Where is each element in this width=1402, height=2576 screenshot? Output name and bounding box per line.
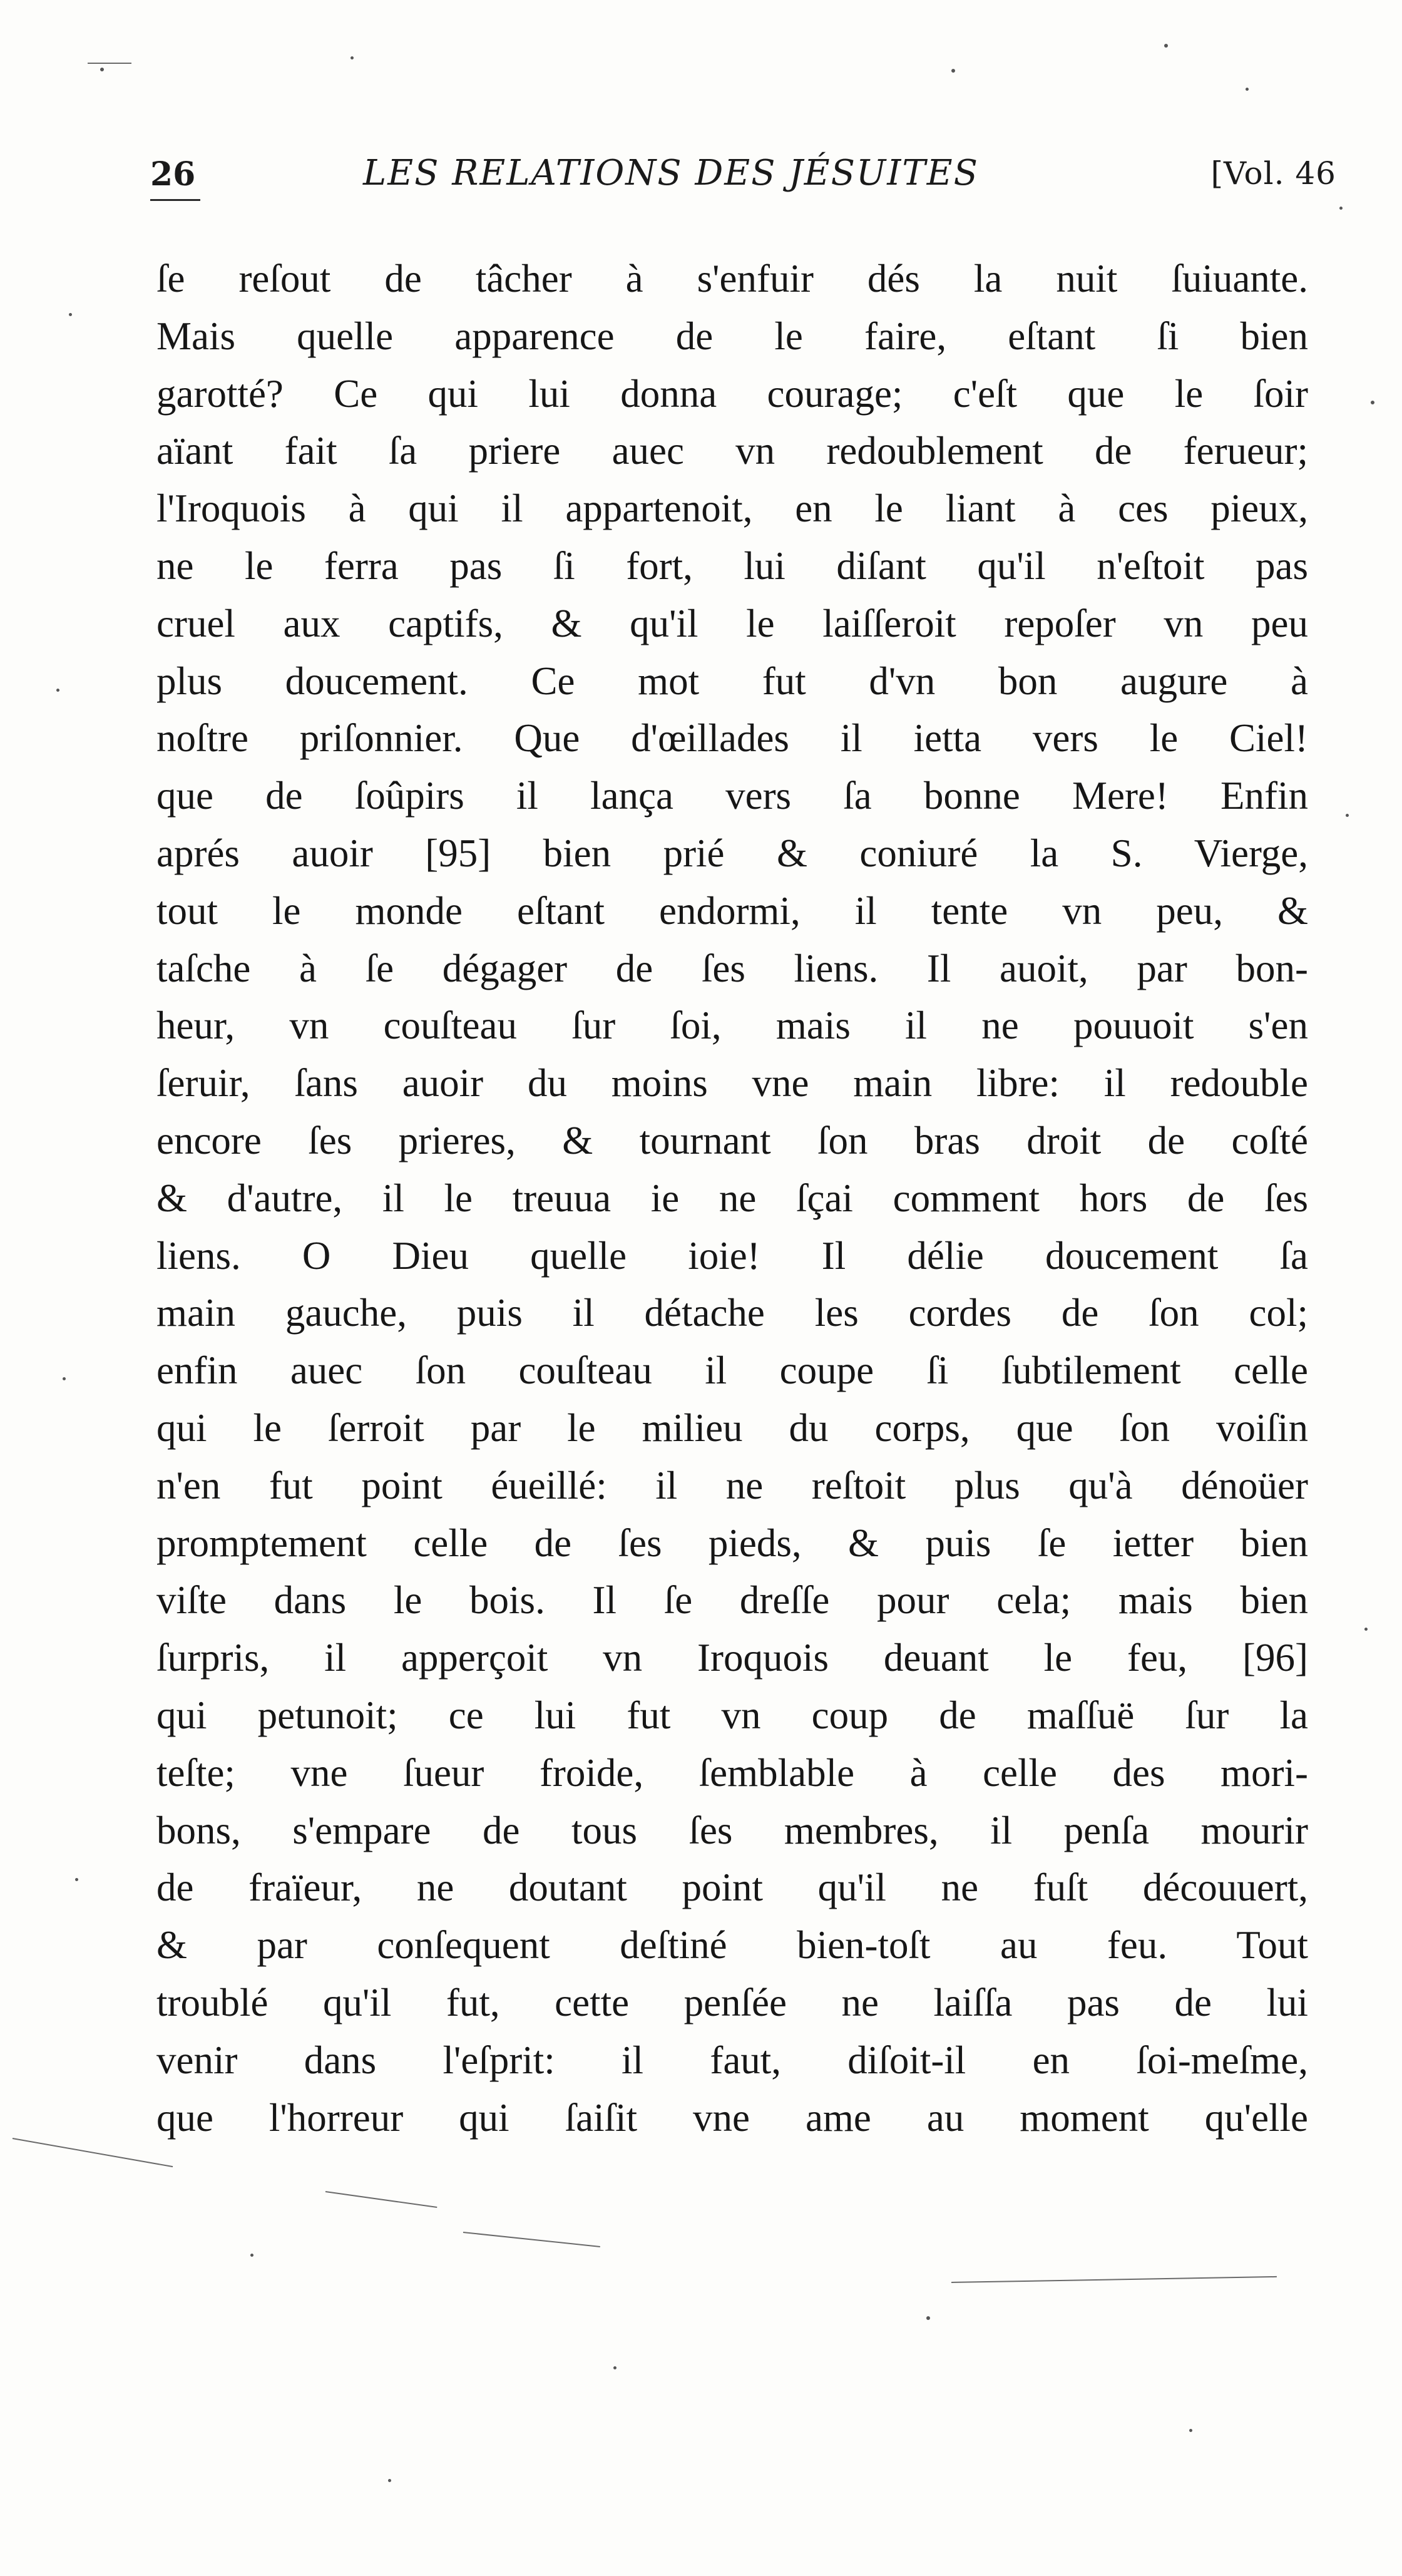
text-line: Mais quelle apparence de le faire, eſtant ſi bien [156, 314, 1308, 358]
text-line: bons, s'empare de tous ſes membres, il penſa mourir [156, 1808, 1308, 1852]
text-line: n'en fut point éueillé: il ne reſtoit plus qu'à dénoüer [156, 1463, 1308, 1507]
scan-speck [56, 689, 59, 692]
text-line: aprés auoir [95] bien prié & coniuré la S. Vierge, [156, 831, 1308, 875]
text-line: taſche à ſe dégager de ſes liens. Il auoit, par bon- [156, 946, 1308, 990]
scan-speck [250, 2254, 253, 2257]
scan-scratch [325, 2191, 437, 2208]
text-line: liens. O Dieu quelle ioie! Il délie doucement ſa [156, 1233, 1308, 1278]
text-line: qui le ſerroit par le milieu du corps, que ſon voiſin [156, 1405, 1308, 1450]
text-line: l'Iroquois à qui il appartenoit, en le liant à ces pieux, [156, 486, 1308, 531]
scan-speck [1246, 88, 1249, 91]
volume-label: [Vol. 46 [1210, 155, 1336, 192]
scan-speck [1189, 2429, 1192, 2432]
scan-speck [100, 68, 104, 71]
text-line: promptement celle de ſes pieds, & puis ſe ietter bien [156, 1521, 1308, 1565]
text-line: que l'horreur qui ſaiſit vne ame au moment qu'elle [156, 2095, 1308, 2140]
text-line: que de ſoûpirs il lança vers ſa bonne Mere! Enfin [156, 774, 1308, 818]
scan-speck [350, 56, 354, 59]
text-line: noſtre priſonnier. Que d'œillades il ietta vers le Ciel! [156, 716, 1308, 761]
scan-speck [1346, 814, 1349, 817]
scan-speck [951, 69, 955, 73]
scan-speck [388, 2479, 391, 2482]
text-line: ſurpris, il apperçoit vn Iroquois deuant le feu, [96] [156, 1636, 1308, 1680]
running-title: LES RELATIONS DES JÉSUITES [363, 153, 979, 193]
scan-speck [1164, 44, 1168, 48]
text-line: troublé qu'il fut, cette penſée ne laiſſa pas de lui [156, 1980, 1308, 2024]
text-line: main gauche, puis il détache les cordes de ſon col; [156, 1291, 1308, 1335]
scan-speck [63, 1377, 66, 1380]
text-line: plus doucement. Ce mot fut d'vn bon augure à [156, 659, 1308, 703]
scan-speck [75, 1878, 78, 1881]
text-line: heur, vn couſteau ſur ſoi, mais il ne pouuoit s'en [156, 1003, 1308, 1048]
text-line: & par conſequent deſtiné bien-toſt au feu. Tout [156, 1923, 1308, 1968]
text-line: tout le monde eſtant endormi, il tente vn peu, & [156, 888, 1308, 933]
running-head [150, 149, 1336, 199]
scan-speck [1339, 207, 1343, 210]
scan-speck [69, 313, 72, 316]
scan-speck [613, 2366, 617, 2369]
text-line: enfin auec ſon couſteau il coupe ſi ſubtilement celle [156, 1348, 1308, 1393]
text-line: cruel aux captifs, & qu'il le laiſſeroit repoſer vn peu [156, 601, 1308, 645]
scan-scratch [13, 2138, 173, 2167]
scan-scratch [88, 63, 131, 64]
text-line: & d'autre, il le treuua ie ne ſçai comment hors de ſes [156, 1176, 1308, 1220]
text-line: ſe reſout de tâcher à s'enfuir dés la nuit ſuiuante. [156, 257, 1308, 300]
text-line: ſeruir, ſans auoir du moins vne main libre: il redouble [156, 1061, 1308, 1106]
text-line: de fraïeur, ne doutant point qu'il ne fuſt découuert, [156, 1865, 1308, 1910]
text-line: encore ſes prieres, & tournant ſon bras droit de coſté [156, 1118, 1308, 1162]
scan-speck [1364, 1628, 1368, 1631]
scan-scratch [463, 2232, 600, 2247]
body-text [156, 250, 1308, 2147]
text-line: qui petunoit; ce lui fut vn coup de maſſuë ſur la [156, 1693, 1308, 1737]
text-line: aïant fait ſa priere auec vn redoublement de ferueur; [156, 429, 1308, 473]
scan-scratch [951, 2276, 1277, 2283]
text-line: garotté? Ce qui lui donna courage; c'eſt que le ſoir [156, 371, 1308, 416]
page-number: 26 [150, 155, 196, 193]
text-line: venir dans l'eſprit: il faut, diſoit-il en ſoi-meſme, [156, 2038, 1308, 2082]
page-number-underline [150, 199, 200, 201]
scan-speck [926, 2316, 930, 2320]
text-line: ne le ferra pas ſi fort, lui diſant qu'il n'eſtoit pas [156, 543, 1308, 588]
text-line: teſte; vne ſueur froide, ſemblable à celle des mori- [156, 1750, 1308, 1795]
scan-speck [1371, 401, 1374, 404]
text-line: viſte dans le bois. Il ſe dreſſe pour cela; mais bien [156, 1578, 1308, 1623]
